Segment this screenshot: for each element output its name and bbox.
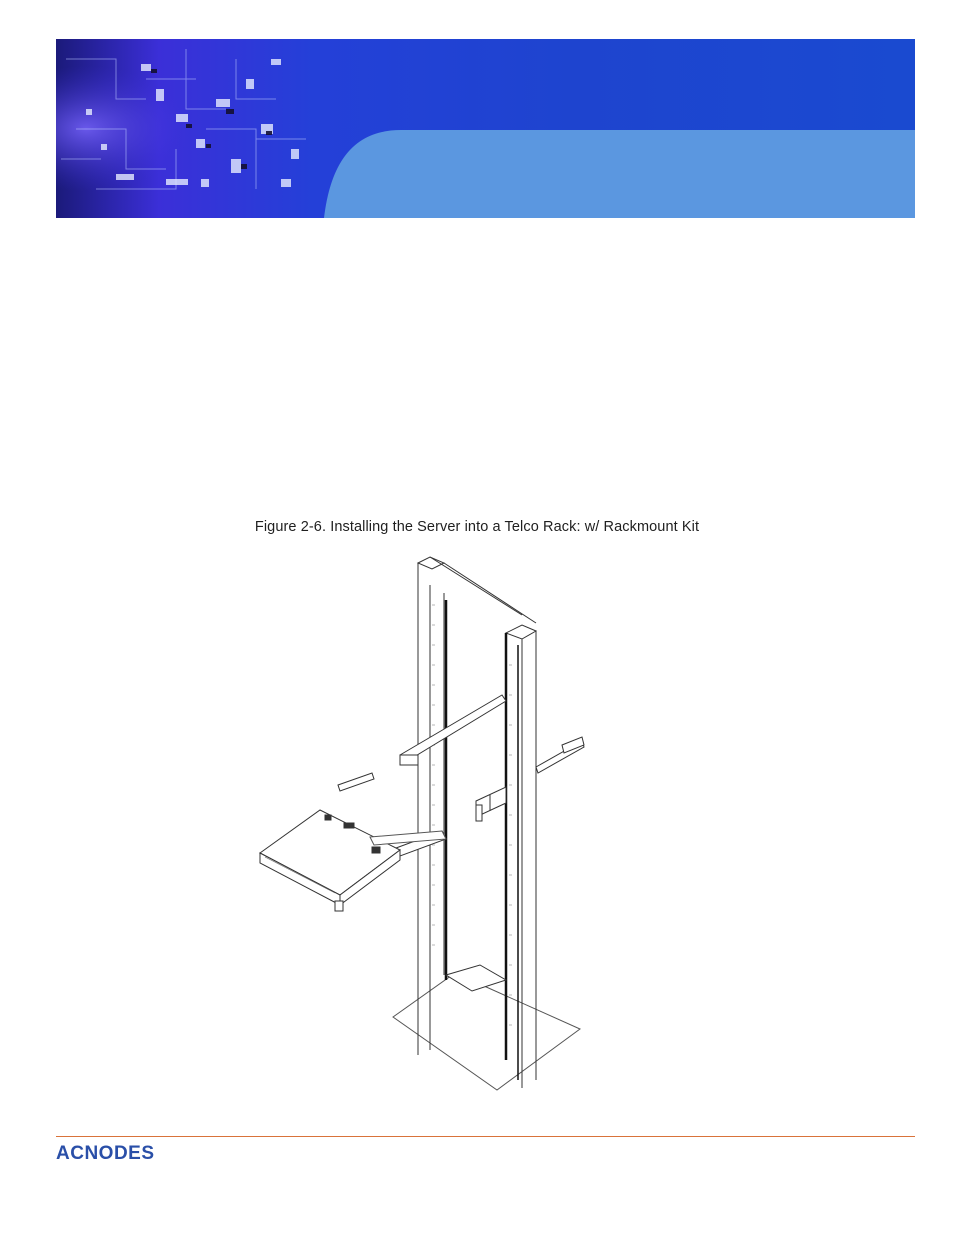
front-bracket xyxy=(476,787,506,821)
chassis-rail-right xyxy=(536,737,584,773)
figure-caption: Figure 2-6. Installing the Server into a Telco Rack: w/ Rackmount Kit xyxy=(254,519,700,535)
telco-rack-illustration xyxy=(250,555,595,1095)
rack-base xyxy=(393,973,580,1090)
rack-rail-upper xyxy=(400,695,506,765)
header-banner xyxy=(56,39,915,218)
header-banner-graphic xyxy=(56,39,915,218)
acnodes-logo xyxy=(56,1140,216,1164)
banner-curve-panel xyxy=(324,130,915,218)
footer-divider xyxy=(56,1136,915,1137)
logo-wordmark: ACNODES xyxy=(56,1143,155,1164)
